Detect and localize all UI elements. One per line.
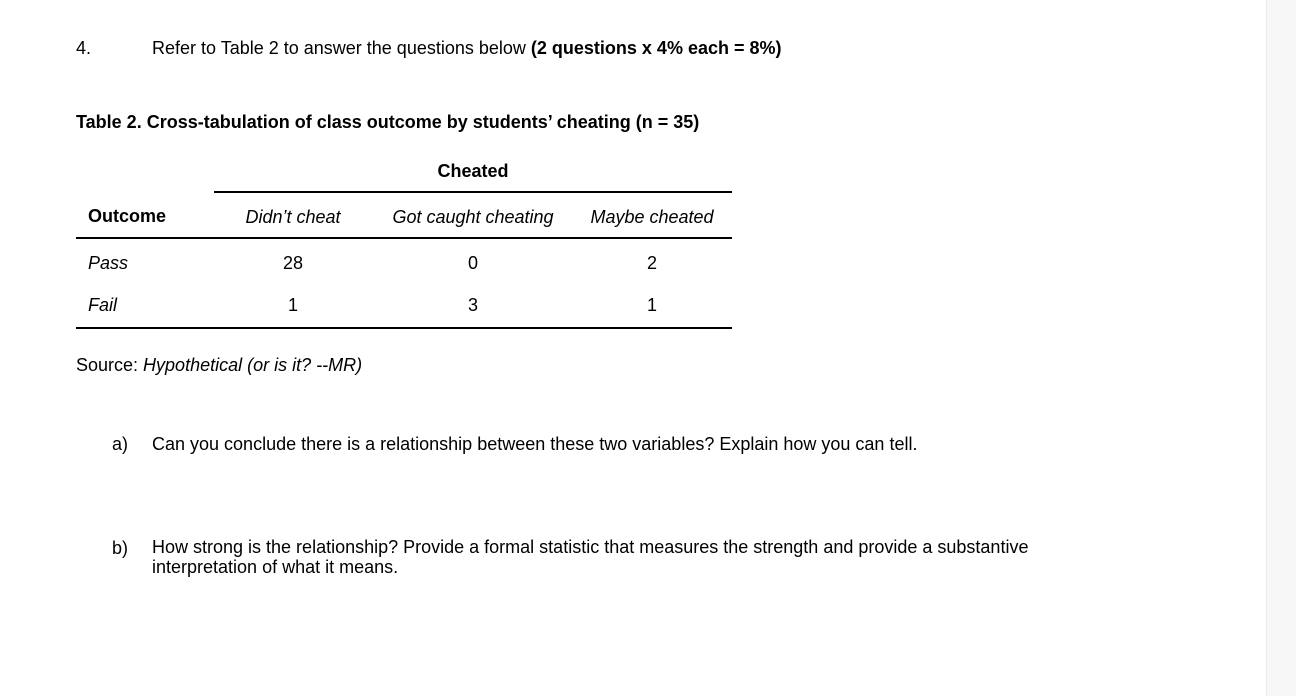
table-row-label: Fail — [88, 295, 118, 315]
table-title: Table 2. Cross-tabulation of class outcome by students’ cheating (n = 35) — [76, 112, 700, 132]
table-cell: 2 — [646, 253, 657, 273]
sub-question-label: b) — [112, 538, 129, 558]
table-cell: 28 — [282, 253, 304, 273]
table-column-header: Maybe cheated — [590, 207, 714, 227]
table-header-rule — [76, 237, 732, 239]
question-intro-text: Refer to Table 2 to answer the questions below — [152, 38, 531, 58]
source-label: Source: — [76, 355, 144, 375]
source-text: Hypothetical (or is it? --MR) — [143, 355, 363, 375]
table-group-rule — [214, 191, 732, 193]
table-column-header: Got caught cheating — [392, 207, 554, 227]
table-cell: 0 — [467, 253, 478, 273]
sub-question-text: How strong is the relationship? Provide a formal statistic that measures the strength and provide a substantive interpretation of what it means. — [152, 537, 1029, 577]
table-row-label: Pass — [88, 253, 129, 273]
question-points: (2 questions x 4% each = 8%) — [530, 38, 782, 58]
question-number: 4. — [76, 38, 92, 58]
table-cell: 3 — [467, 295, 478, 315]
question-intro — [152, 37, 782, 59]
table-bottom-rule — [76, 327, 732, 329]
table-group-header: Cheated — [437, 161, 509, 181]
table-row-header: Outcome — [88, 206, 167, 226]
sub-question-label: a) — [112, 434, 129, 454]
viewer-scroll-gutter[interactable] — [1266, 0, 1296, 696]
table-cell: 1 — [646, 295, 657, 315]
sub-question-text: Can you conclude there is a relationship between these two variables? Explain how you can tell. — [152, 434, 918, 454]
table-cell: 1 — [287, 295, 298, 315]
table-source — [76, 354, 362, 376]
table-column-header: Didn’t cheat — [245, 207, 341, 227]
